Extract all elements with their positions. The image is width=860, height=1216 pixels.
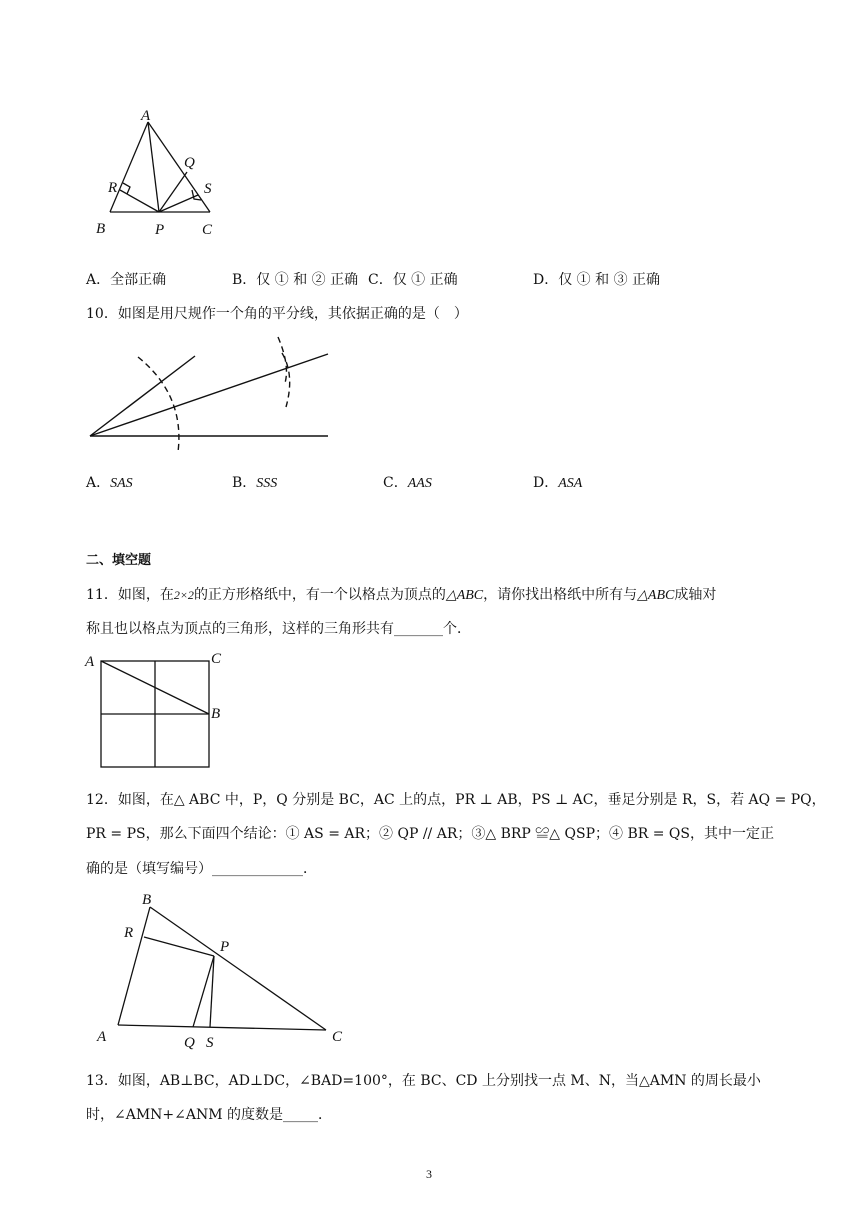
q13-line1: 13．如图，AB⊥BC，AD⊥DC，∠BAD=100°，在 BC、CD 上分别找一点 M、N，当△AMN 的周长最小 — [86, 1073, 761, 1089]
q10-option-a-prefix: A． — [86, 475, 111, 491]
label-q: Q — [184, 155, 195, 171]
q10-option-d[interactable] — [533, 473, 582, 494]
seg-pr — [144, 937, 214, 956]
q10-option-c-prefix: C． — [383, 475, 408, 491]
q10-option-a[interactable] — [86, 473, 133, 494]
q11-triangle-2: △ABC — [637, 588, 675, 603]
q12-line3: 确的是（填写编号）_____________． — [86, 861, 317, 877]
q10-option-a-text: SAS — [110, 476, 133, 491]
label-s: S — [206, 1035, 214, 1050]
q9-option-d[interactable]: D．仅 ① 和 ③ 正确 — [533, 272, 661, 288]
q11-line1 — [86, 585, 716, 606]
section-heading: 二、填空题 — [86, 553, 152, 568]
q9-option-c[interactable]: C．仅 ① 正确 — [368, 272, 458, 288]
figure-q10 — [80, 335, 340, 460]
seg-ac — [118, 1025, 326, 1030]
label-p: P — [155, 222, 165, 238]
q12-line1: 12．如图，在△ ABC 中，P，Q 分别是 BC，AC 上的点，PR ⊥ AB，PS ⊥ AC，垂足分别是 R，S，若 AQ = PQ， — [86, 792, 826, 808]
q9-option-a[interactable]: A．全部正确 — [86, 272, 167, 288]
q11-line2: 称且也以格点为顶点的三角形，这样的三角形共有_______个． — [86, 621, 471, 637]
q11-grid-size: 2×2 — [173, 588, 194, 602]
arc-upper — [278, 337, 286, 383]
label-q: Q — [184, 1035, 195, 1050]
figure-q11 — [84, 650, 234, 772]
seg-ab — [118, 907, 150, 1025]
ray-upper — [90, 356, 195, 436]
q10-option-d-prefix: D． — [533, 475, 559, 491]
label-b: B — [142, 892, 152, 908]
q12-line2: PR = PS，那么下面四个结论：① AS = AR；② QP // AR；③△ BRP ≌△ QSP；④ BR = QS，其中一定正 — [86, 826, 774, 842]
seg-ab — [110, 122, 148, 212]
q11-text-b: 的正方形格纸中，有一个以格点为顶点的 — [193, 587, 446, 603]
label-c: C — [202, 222, 213, 238]
q10-option-b-text: SSS — [256, 476, 278, 491]
q10-option-d-text: ASA — [558, 476, 583, 491]
q11-text-a: 11．如图，在 — [86, 587, 174, 603]
q10-text: 10．如图是用尺规作一个角的平分线，其依据正确的是（ ） — [86, 306, 468, 322]
q10-option-b-prefix: B． — [232, 475, 257, 491]
figure-q12 — [90, 885, 355, 1050]
arc-center — [138, 357, 179, 452]
label-a: A — [85, 654, 95, 670]
page-number: 3 — [426, 1167, 432, 1181]
label-r: R — [124, 925, 134, 941]
label-r: R — [108, 180, 118, 196]
label-p: P — [220, 939, 230, 955]
seg-pr — [120, 190, 159, 212]
label-a: A — [97, 1029, 107, 1045]
label-c: C — [211, 651, 222, 667]
q13-line2: 时，∠AMN+∠ANM 的度数是_____． — [86, 1107, 333, 1123]
q11-triangle-1: △ABC — [445, 588, 484, 603]
label-b: B — [96, 221, 106, 237]
seg-bc — [150, 907, 326, 1030]
figure-q9 — [80, 100, 240, 245]
q9-option-b[interactable]: B．仅 ① 和 ② 正确 — [232, 272, 359, 288]
label-s: S — [204, 181, 212, 197]
q11-text-d: 成轴对 — [674, 587, 717, 603]
q11-text-c: ，请你找出格纸中所有与 — [483, 587, 638, 603]
ray-bisector — [90, 354, 328, 436]
q10-option-c-text: AAS — [407, 476, 432, 491]
q10-option-c[interactable] — [383, 473, 432, 494]
q10-option-b[interactable] — [232, 473, 277, 494]
label-c: C — [332, 1029, 343, 1045]
label-b: B — [211, 706, 221, 722]
label-a: A — [141, 108, 151, 124]
